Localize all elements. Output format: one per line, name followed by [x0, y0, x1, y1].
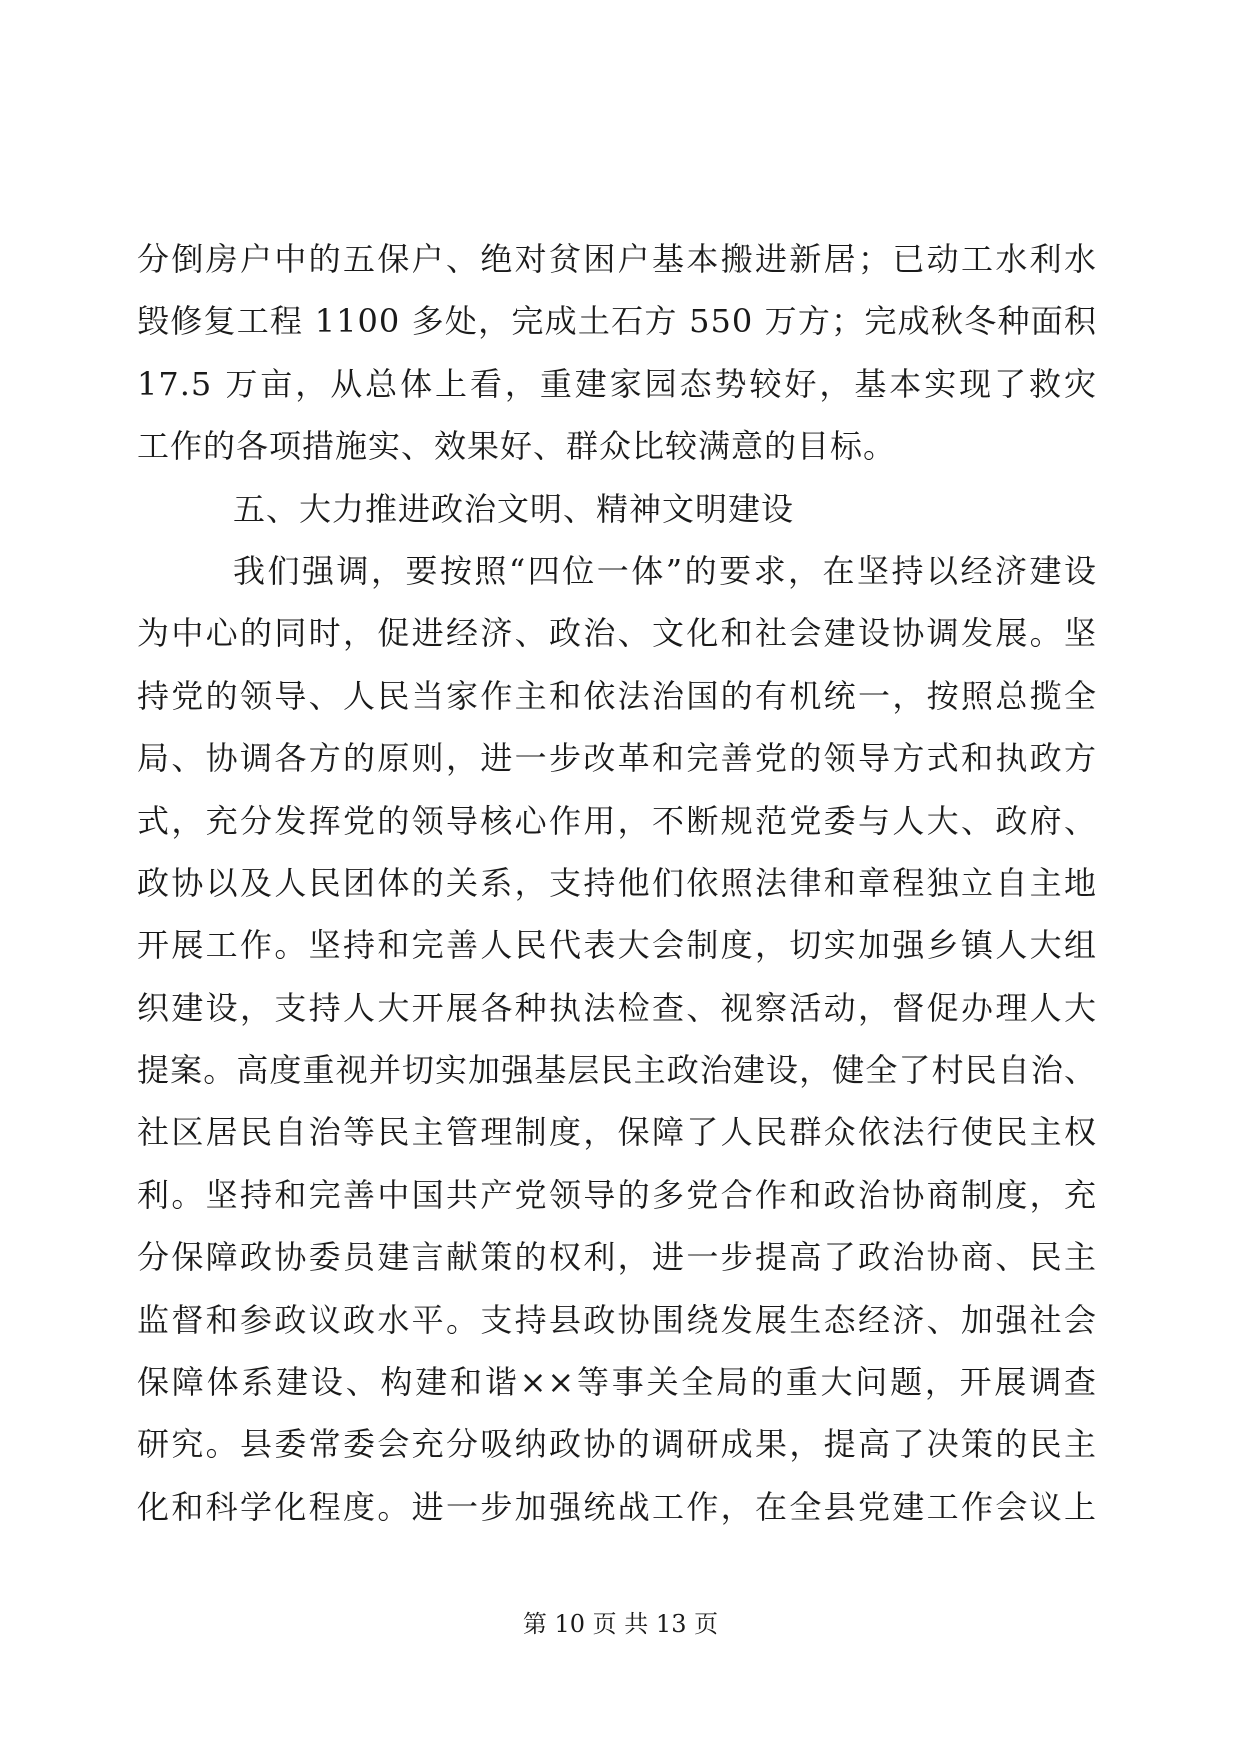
text-line: 社区居民自治等民主管理制度，保障了人民群众依法行使民主权 [137, 1113, 1097, 1152]
text-line: 毁修复工程 1100 多处，完成土石方 550 万方；完成秋冬种面积 [137, 302, 1097, 341]
section-heading: 五、大力推进政治文明、精神文明建设 [233, 489, 795, 528]
text-line: 局、协调各方的原则，进一步改革和完善党的领导方式和执政方 [137, 739, 1097, 778]
text-line: 分倒房户中的五保户、绝对贫困户基本搬进新居；已动工水利水 [137, 240, 1097, 278]
text-line: 工作的各项措施实、效果好、群众比较满意的目标。 [137, 427, 897, 466]
text-line: 开展工作。坚持和完善人民代表大会制度，切实加强乡镇人大组 [137, 926, 1097, 965]
text-line: 17.5 万亩，从总体上看，重建家园态势较好，基本实现了救灾 [137, 364, 1097, 403]
text-line: 分保障政协委员建言献策的权利，进一步提高了政治协商、民主 [137, 1238, 1097, 1277]
text-line: 监督和参政议政水平。支持县政协围绕发展生态经济、加强社会 [137, 1300, 1097, 1339]
text-line: 持党的领导、人民当家作主和依法治国的有机统一，按照总揽全 [137, 676, 1097, 715]
page-number-footer: 第 10 页 共 13 页 [522, 1610, 719, 1638]
text-line: 式，充分发挥党的领导核心作用，不断规范党委与人大、政府、 [137, 801, 1097, 840]
text-line: 保障体系建设、构建和谐××等事关全局的重大问题，开展调查 [137, 1363, 1097, 1402]
text-line: 化和科学化程度。进一步加强统战工作，在全县党建工作会议上 [137, 1487, 1097, 1526]
text-line: 我们强调，要按照“四位一体”的要求，在坚持以经济建设 [233, 551, 1097, 590]
text-line: 政协以及人民团体的关系，支持他们依照法律和章程独立自主地 [137, 863, 1097, 902]
text-line: 研究。县委常委会充分吸纳政协的调研成果，提高了决策的民主 [137, 1425, 1097, 1464]
text-line: 织建设，支持人大开展各种执法检查、视察活动，督促办理人大 [137, 988, 1097, 1027]
text-line: 提案。高度重视并切实加强基层民主政治建设，健全了村民自治、 [137, 1051, 1097, 1090]
body-text [137, 228, 1097, 1538]
text-line: 利。坚持和完善中国共产党领导的多党合作和政治协商制度，充 [137, 1175, 1097, 1214]
text-line: 为中心的同时，促进经济、政治、文化和社会建设协调发展。坚 [137, 614, 1097, 653]
